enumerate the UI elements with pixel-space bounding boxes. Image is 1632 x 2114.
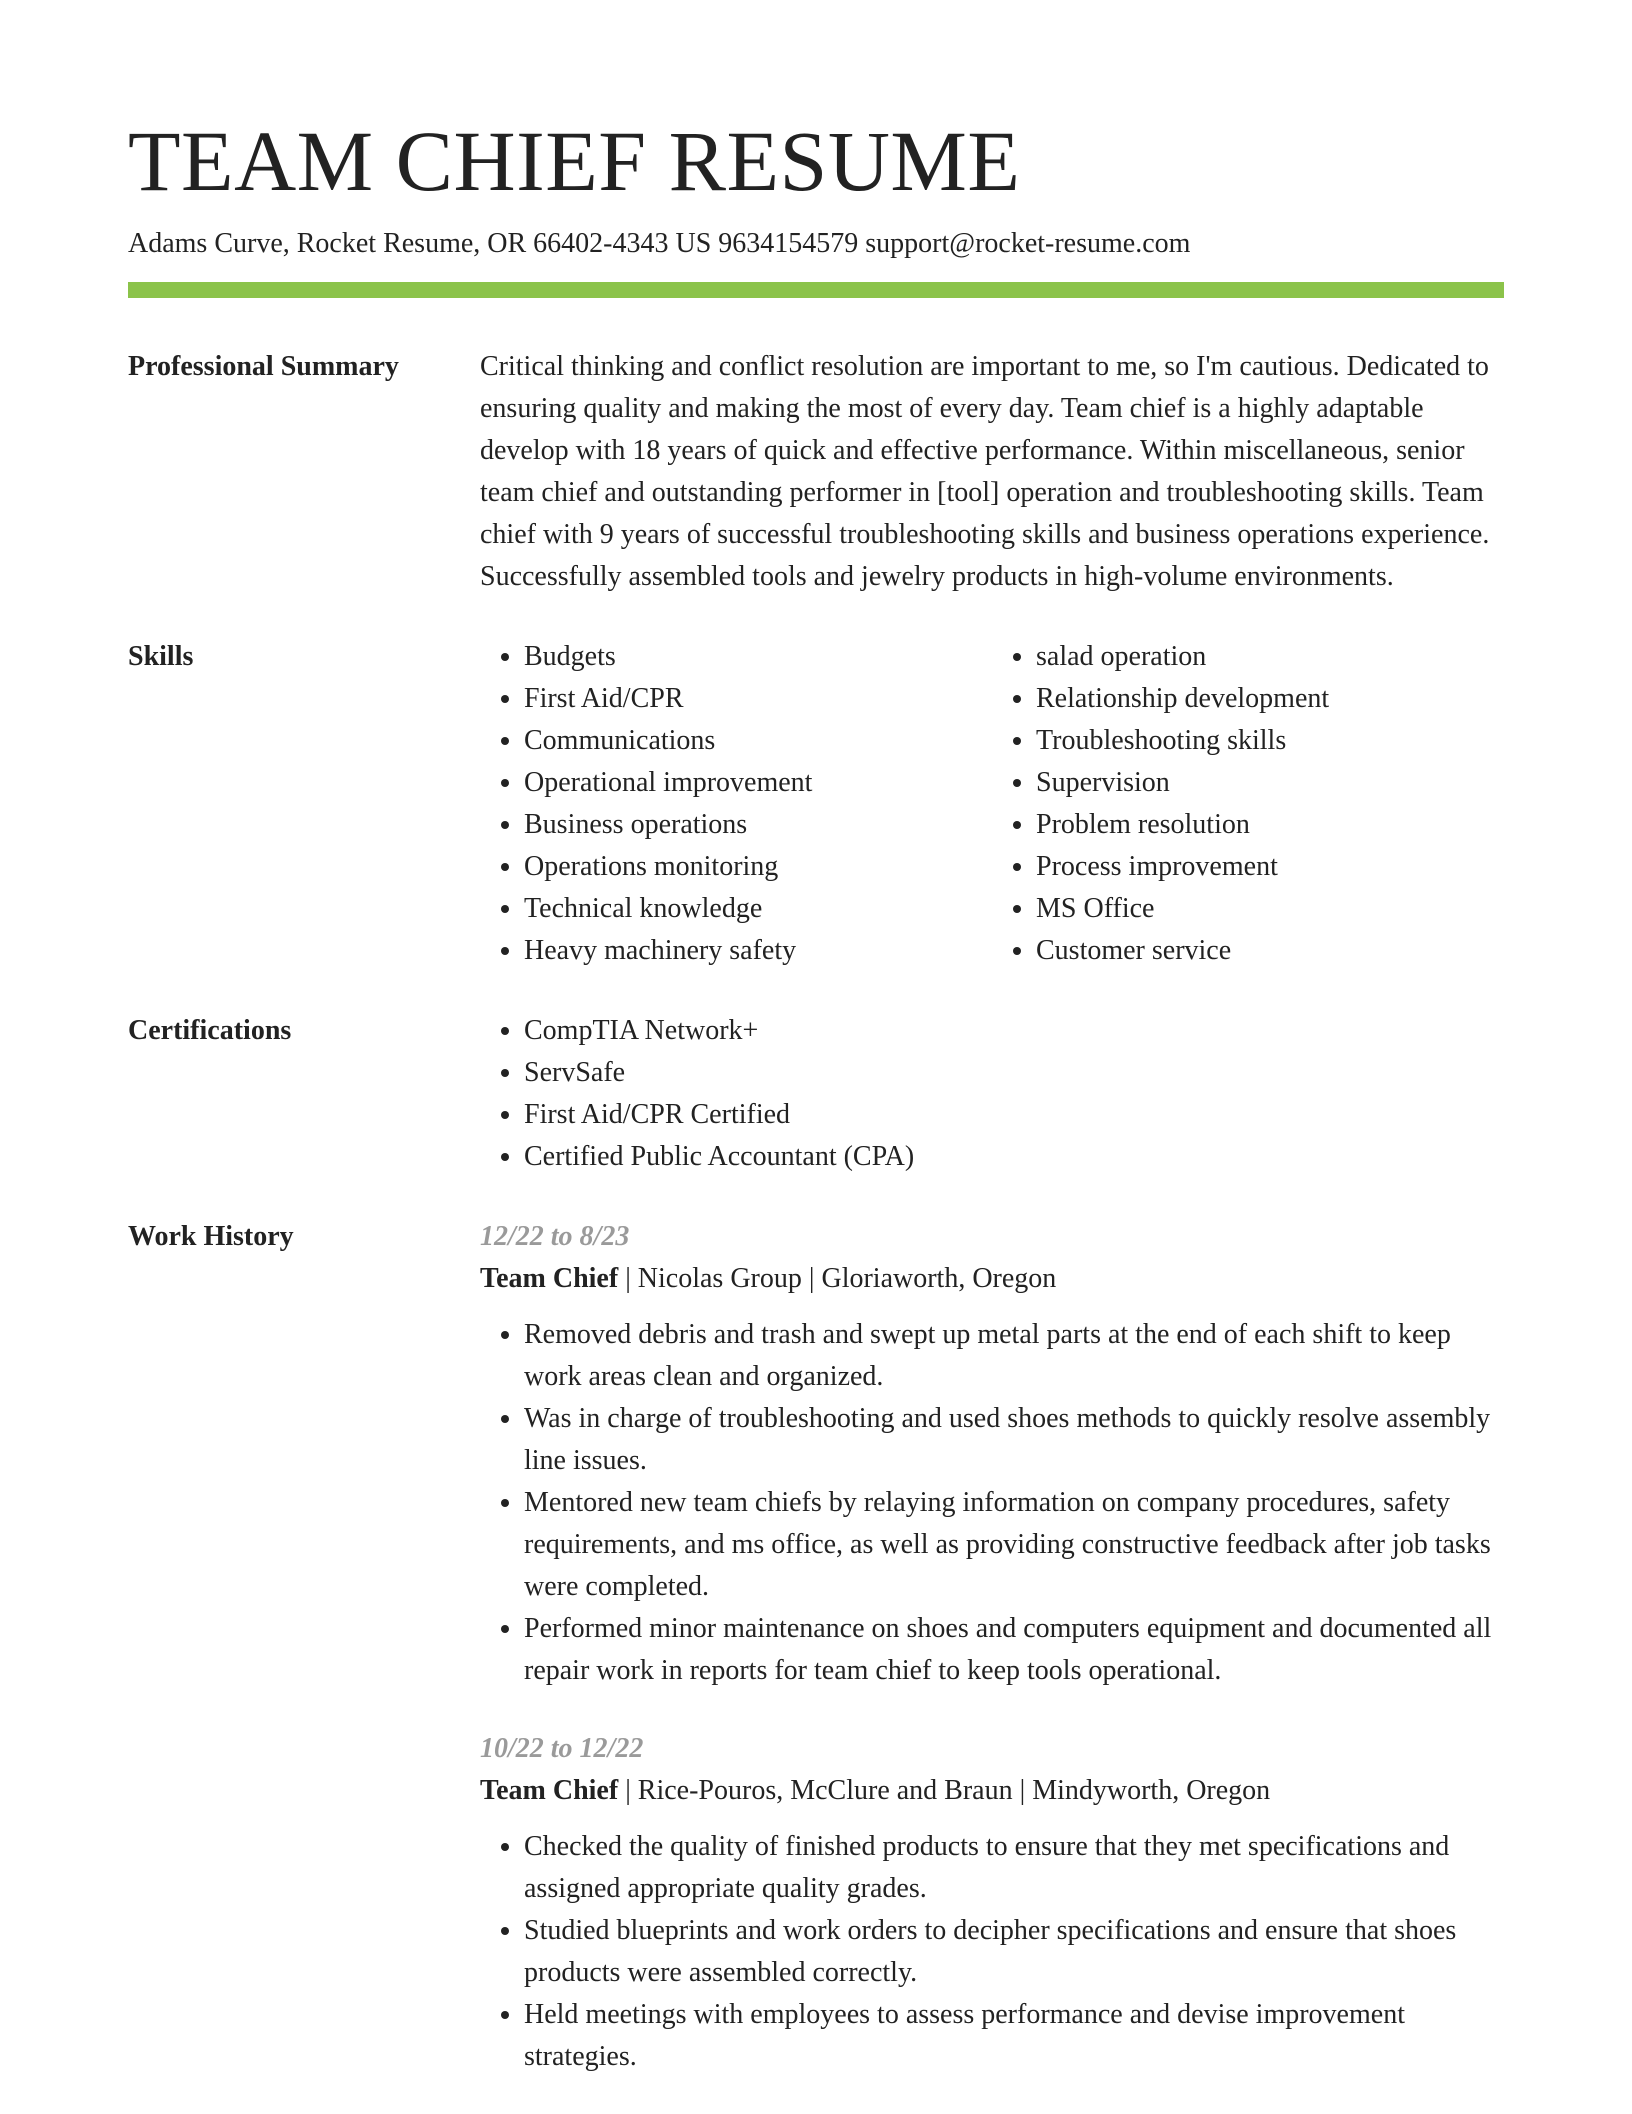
summary-section <box>128 346 1504 598</box>
job-heading <box>480 1258 1504 1300</box>
skill-item: • Troubleshooting skills <box>1036 720 1504 762</box>
work-history-section <box>128 1216 1504 2114</box>
job-dates: 10/22 to 12/22 <box>480 1733 644 1765</box>
job-title: Team Chief <box>480 1263 619 1295</box>
certification-item: • Certified Public Accountant (CPA) <box>524 1136 1504 1178</box>
job-entry <box>480 1216 1504 1692</box>
skill-item: • Operations monitoring <box>524 846 992 888</box>
certification-item: • CompTIA Network+ <box>524 1010 1504 1052</box>
work-history-label: Work History <box>128 1221 294 1253</box>
job-bullet: • Checked the quality of finished products to ensure that they met specifications and assigned appropriate quality grades. <box>524 1826 1504 1910</box>
certifications-section <box>128 1010 1504 1178</box>
job-dates: 12/22 to 8/23 <box>480 1221 630 1253</box>
skills-list-right <box>992 636 1504 972</box>
job-entry <box>480 1728 1504 2078</box>
summary-label: Professional Summary <box>128 351 399 383</box>
certifications-label: Certifications <box>128 1015 292 1047</box>
job-details: | Rice-Pouros, McClure and Braun | Mindyworth, Oregon <box>618 1775 1271 1807</box>
skill-item: • Supervision <box>1036 762 1504 804</box>
job-bullet: • Mentored new team chiefs by relaying information on company procedures, safety requirements, and ms office, as well as providing constructive feedback after job tasks were completed. <box>524 1482 1504 1608</box>
job-heading <box>480 1770 1504 1812</box>
certifications-list <box>480 1010 1504 1178</box>
skill-item: • Operational improvement <box>524 762 992 804</box>
job-bullets <box>480 1826 1504 2078</box>
skill-item: • Problem resolution <box>1036 804 1504 846</box>
skills-label: Skills <box>128 641 194 673</box>
job-title: Team Chief <box>480 1775 619 1807</box>
skills-list-left <box>480 636 992 972</box>
job-details: | Nicolas Group | Gloriaworth, Oregon <box>618 1263 1057 1295</box>
skill-item: • First Aid/CPR <box>524 678 992 720</box>
job-bullets <box>480 1314 1504 1692</box>
contact-line: Adams Curve, Rocket Resume, OR 66402-4343 US 9634154579 support@rocket-resume.com <box>128 228 1191 259</box>
skill-item: • salad operation <box>1036 636 1504 678</box>
certification-item: • First Aid/CPR Certified <box>524 1094 1504 1136</box>
resume-title: TEAM CHIEF RESUME <box>128 113 1021 209</box>
header-divider <box>128 282 1504 298</box>
skill-item: • Process improvement <box>1036 846 1504 888</box>
job-bullet: • Removed debris and trash and swept up metal parts at the end of each shift to keep work areas clean and organized. <box>524 1314 1504 1398</box>
job-bullet: • Performed minor maintenance on shoes and computers equipment and documented all repair work in reports for team chief to keep tools operational. <box>524 1608 1504 1692</box>
skill-item: • MS Office <box>1036 888 1504 930</box>
skill-item: • Technical knowledge <box>524 888 992 930</box>
skill-item: • Communications <box>524 720 992 762</box>
certification-item: • ServSafe <box>524 1052 1504 1094</box>
skill-item: • Business operations <box>524 804 992 846</box>
skill-item: • Budgets <box>524 636 992 678</box>
skill-item: • Heavy machinery safety <box>524 930 992 972</box>
job-bullet: • Was in charge of troubleshooting and used shoes methods to quickly resolve assembly line issues. <box>524 1398 1504 1482</box>
skill-item: • Relationship development <box>1036 678 1504 720</box>
job-bullet: • Held meetings with employees to assess performance and devise improvement strategies. <box>524 1994 1504 2078</box>
job-bullet: • Studied blueprints and work orders to decipher specifications and ensure that shoes products were assembled correctly. <box>524 1910 1504 1994</box>
skills-section <box>128 636 1504 972</box>
skill-item: • Customer service <box>1036 930 1504 972</box>
summary-text: Critical thinking and conflict resolution are important to me, so I'm cautious. Dedicated to ensuring quality and making the most of every day. Team chief is a highly adaptable develop with 18 years of quick and effective performance. Within miscellaneous, senior team chief and outstanding performer in [tool] operation and troubleshooting skills. Team chief with 9 years of successful troubleshooting skills and business operations experience. Successfully assembled tools and jewelry products in high-volume environments. <box>480 351 1490 593</box>
